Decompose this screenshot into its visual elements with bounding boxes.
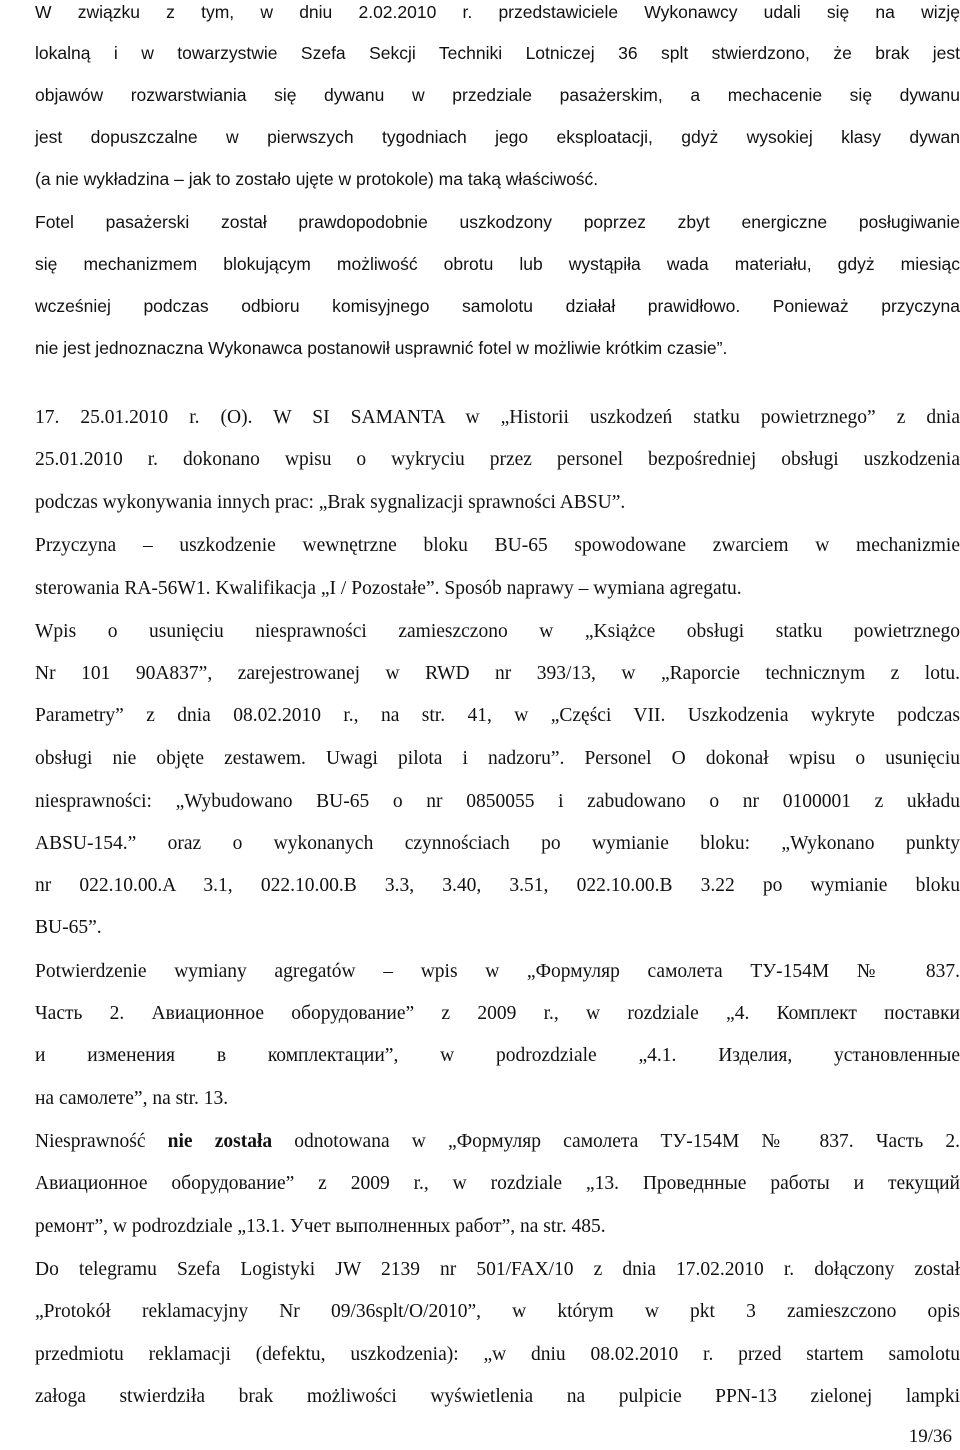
text-line: ремонт”, w podrozdziale „13.1. Учет выполненных работ”, na str. 485. — [35, 1216, 606, 1237]
text-line: W związku z tym, w dniu 2.02.2010 r. przedstawiciele Wykonawcy udali się na wizję — [35, 2, 960, 22]
text-line-with-emphasis — [35, 1127, 960, 1157]
text-line: Авиационное оборудование” z 2009 r., w rozdziale „13. Проведнные работы и текущий — [35, 1173, 960, 1194]
text-line: Potwierdzenie wymiany agregatów – wpis w „Формуляр самолета ТУ-154М № 837. — [35, 961, 960, 982]
text-line: Parametry” z dnia 08.02.2010 r., na str. 41, w „Części VII. Uszkodzenia wykryte podczas — [35, 705, 960, 726]
text-line: sterowania RA-56W1. Kwalifikacja „I / Pozostałe”. Sposób naprawy – wymiana agregatu. — [35, 578, 742, 599]
text-line: BU-65”. — [35, 917, 102, 938]
text-line: Nr 101 90A837”, zarejestrowanej w RWD nr 393/13, w „Raporcie technicznym z lotu. — [35, 663, 960, 684]
text-run: Niesprawność — [35, 1131, 168, 1152]
text-line: załoga stwierdziła brak możliwości wyświetlenia na pulpicie PPN-13 zielonej lampki — [35, 1386, 960, 1407]
text-line: nr 022.10.00.A 3.1, 022.10.00.B 3.3, 3.40, 3.51, 022.10.00.B 3.22 po wymianie bloku — [35, 875, 960, 896]
text-line: objawów rozwarstwiania się dywanu w przedziale pasażerskim, a mechacenie się dywanu — [35, 85, 960, 105]
text-line: obsługi nie objęte zestawem. Uwagi pilota i nadzoru”. Personel O dokonał wpisu o usunięciu — [35, 748, 960, 769]
text-line: niesprawności: „Wybudowano BU-65 o nr 0850055 i zabudowano o nr 0100001 z układu — [35, 791, 960, 812]
text-line: (a nie wykładzina – jak to zostało ujęte w protokole) ma taką właściwość. — [35, 169, 599, 189]
text-line: się mechanizmem blokującym możliwość obrotu lub wystąpiła wada materiału, gdyż miesiąc — [35, 254, 960, 274]
text-line: на самолете”, na str. 13. — [35, 1088, 229, 1109]
text-line: Fotel pasażerski został prawdopodobnie uszkodzony poprzez zbyt energiczne posługiwanie — [35, 212, 960, 232]
text-line: Do telegramu Szefa Logistyki JW 2139 nr 501/FAX/10 z dnia 17.02.2010 r. dołączony został — [35, 1259, 960, 1280]
text-line: и изменения в комплектации”, w podrozdziale „4.1. Изделия, установленные — [35, 1045, 960, 1066]
text-line: lokalną i w towarzystwie Szefa Sekcji Techniki Lotniczej 36 splt stwierdzono, że brak jest — [35, 43, 960, 63]
text-line: Wpis o usunięciu niesprawności zamieszczono w „Książce obsługi statku powietrznego — [35, 621, 960, 642]
text-line: nie jest jednoznaczna Wykonawca postanowił usprawnić fotel w możliwie krótkim czasie”. — [35, 338, 728, 358]
numbered-item-line: 17. 25.01.2010 r. (O). W SI SAMANTA w „Historii uszkodzeń statku powietrznego” z dnia — [35, 407, 960, 428]
text-line: 25.01.2010 r. dokonano wpisu o wykryciu przez personel bezpośredniej obsługi uszkodzenia — [35, 449, 960, 470]
text-line: podczas wykonywania innych prac: „Brak sygnalizacji sprawności ABSU”. — [35, 492, 626, 513]
text-line: przedmiotu reklamacji (defektu, uszkodzenia): „w dniu 08.02.2010 r. przed startem samolotu — [35, 1344, 960, 1365]
text-line: Часть 2. Авиационное оборудование” z 2009 r., w rozdziale „4. Комплект поставки — [35, 1003, 960, 1024]
text-line: jest dopuszczalne w pierwszych tygodniach jego eksploatacji, gdyż wysokiej klasy dywan — [35, 127, 960, 147]
text-line: Przyczyna – uszkodzenie wewnętrzne bloku BU-65 spowodowane zwarciem w mechanizmie — [35, 535, 960, 556]
bold-emphasis: nie została — [167, 1131, 273, 1152]
text-line: wcześniej podczas odbioru komisyjnego samolotu działał prawidłowo. Ponieważ przyczyna — [35, 296, 960, 316]
page-number: 19/36 — [908, 1426, 952, 1447]
text-line: „Protokół reklamacyjny Nr 09/36splt/O/2010”, w którym w pkt 3 zamieszczono opis — [35, 1301, 960, 1322]
text-run: odnotowana w „Формуляр самолета ТУ-154М № 837. Часть 2. — [272, 1131, 960, 1152]
text-line: ABSU-154.” oraz o wykonanych czynnościach po wymianie bloku: „Wykonano punkty — [35, 833, 960, 854]
